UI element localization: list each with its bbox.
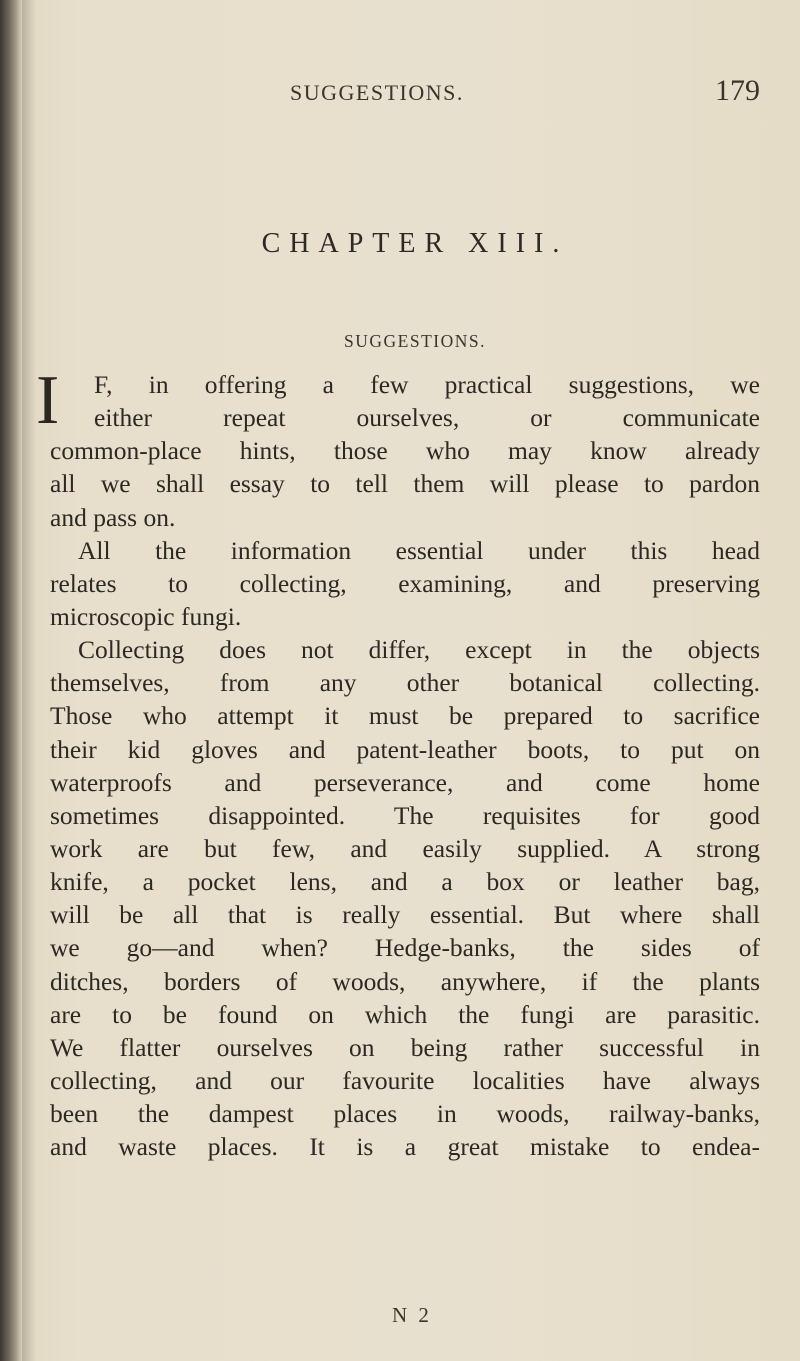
text-line: All the information essential under this head (78, 535, 760, 565)
text-line: collecting, and our favourite localities have always (50, 1065, 760, 1095)
book-spine (0, 0, 22, 1361)
running-head: SUGGESTIONS. (290, 80, 464, 105)
body-text (36, 362, 760, 1163)
drop-cap: I (36, 362, 60, 439)
text-line: ditches, borders of woods, anywhere, if the plants (50, 966, 760, 996)
text-line: will be all that is really essential. But where shall (50, 900, 760, 930)
text-line: been the dampest places in woods, railway-banks, (50, 1099, 760, 1129)
text-line: themselves, from any other botanical collecting. (50, 668, 760, 698)
page-number: 179 (715, 74, 760, 107)
text-line: and waste places. It is a great mistake to endea- (50, 1132, 760, 1162)
text-line: relates to collecting, examining, and preserving (50, 568, 760, 598)
text-line: waterproofs and perseverance, and come home (50, 767, 760, 797)
spine-shadow (22, 0, 36, 1361)
chapter-title: CHAPTER XIII. (261, 228, 569, 259)
text-line: common-place hints, those who may know already (50, 436, 760, 466)
text-line: are to be found on which the fungi are parasitic. (50, 999, 760, 1029)
text-line: Collecting does not differ, except in the objects (78, 635, 760, 665)
text-line: Those who attempt it must be prepared to sacrifice (50, 701, 760, 731)
text-line: and pass on. (50, 502, 176, 532)
text-line: their kid gloves and patent-leather boots, to put on (50, 734, 760, 764)
signature-mark: N 2 (392, 1303, 432, 1327)
text-line: F, in offering a few practical suggestions, we (94, 370, 760, 399)
text-line: all we shall essay to tell them will please to pardon (50, 469, 760, 499)
text-line: sometimes disappointed. The requisites for good (50, 800, 760, 830)
text-line: microscopic fungi. (50, 601, 242, 631)
text-line: knife, a pocket lens, and a box or leather bag, (50, 867, 760, 897)
chapter-subtitle: SUGGESTIONS. (344, 331, 486, 351)
text-line: either repeat ourselves, or communicate (94, 403, 760, 433)
text-line: We flatter ourselves on being rather successful in (50, 1032, 760, 1062)
text-line: we go—and when? Hedge-banks, the sides of (50, 933, 760, 963)
text-line: work are but few, and easily supplied. A strong (50, 833, 760, 863)
